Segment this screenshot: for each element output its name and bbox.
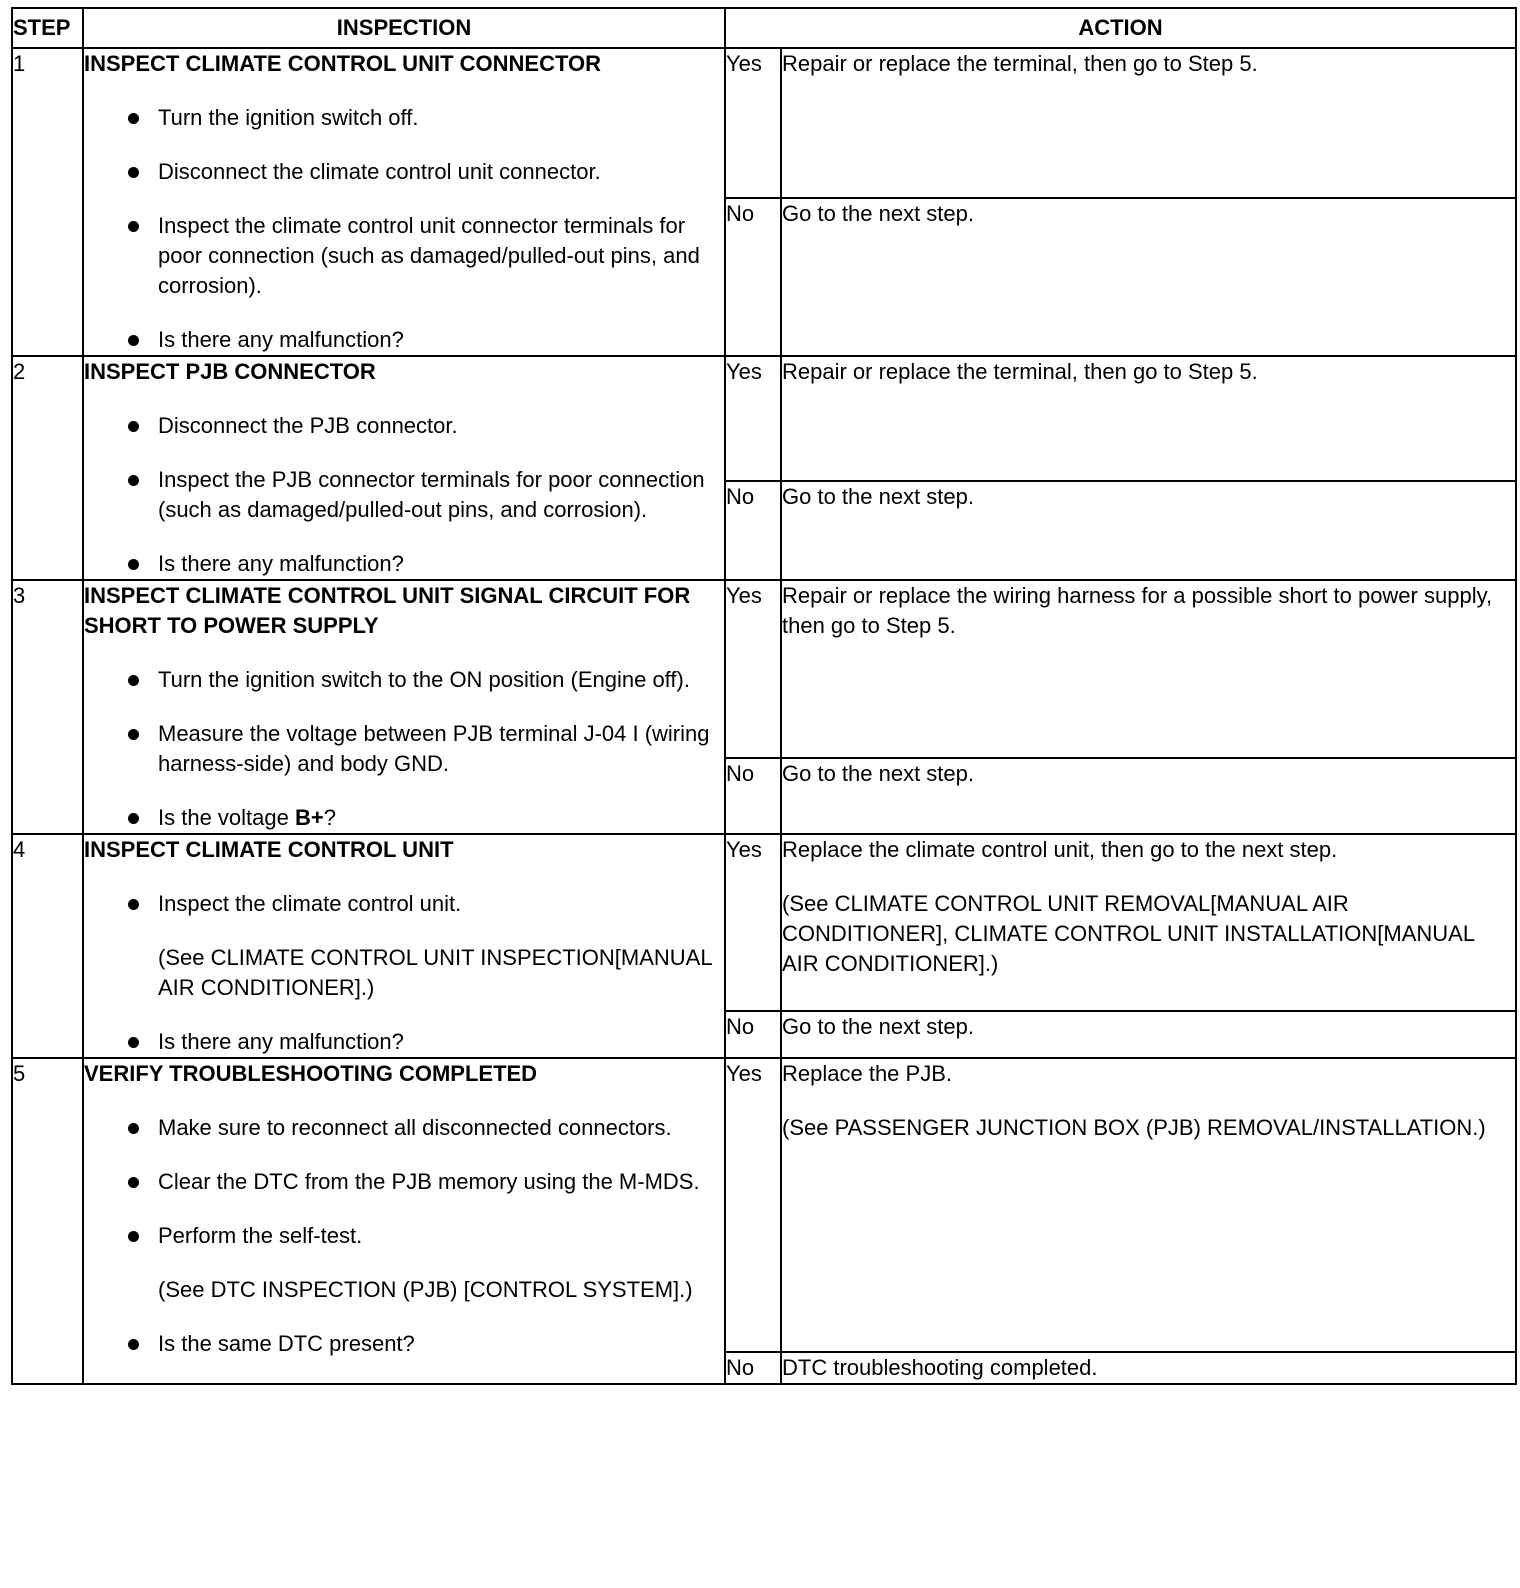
step-2-inspection xyxy=(83,356,725,580)
step-number: 2 xyxy=(12,356,83,580)
no-action: Go to the next step. xyxy=(781,198,1516,356)
no-label: No xyxy=(725,198,781,356)
bullet-dot-icon xyxy=(128,813,139,824)
yes-action: Repair or replace the wiring harness for a possible short to power supply, then go to Step 5. xyxy=(781,580,1516,758)
bullet-dot-icon xyxy=(128,1123,139,1134)
header-action: ACTION xyxy=(725,8,1516,48)
step-title: INSPECT PJB CONNECTOR xyxy=(84,359,376,384)
bullet-text: Is there any malfunction? xyxy=(158,551,404,576)
step-number: 3 xyxy=(12,580,83,834)
bullet-item xyxy=(84,1027,724,1057)
bullet-item xyxy=(84,803,724,833)
header-inspection: INSPECTION xyxy=(83,8,725,48)
bullet-item xyxy=(84,1329,724,1359)
bullet-text: Perform the self-test. xyxy=(158,1223,363,1248)
bullet-dot-icon xyxy=(128,221,139,232)
bullet-text: Is there any malfunction? xyxy=(158,327,404,352)
yes-label: Yes xyxy=(725,356,781,481)
no-action: DTC troubleshooting completed. xyxy=(781,1352,1516,1384)
no-label: No xyxy=(725,481,781,580)
bullet-dot-icon xyxy=(128,167,139,178)
bullet-item xyxy=(84,1167,724,1197)
step-3-inspection xyxy=(83,580,725,834)
step-5-inspection xyxy=(83,1058,725,1384)
bullet-text-suffix: ? xyxy=(323,805,336,830)
bullet-dot-icon xyxy=(128,675,139,686)
yes-action-cell xyxy=(781,1058,1516,1352)
header-row xyxy=(12,8,1516,48)
no-label: No xyxy=(725,1352,781,1384)
no-label: No xyxy=(725,1011,781,1058)
bullet-item xyxy=(84,411,724,441)
yes-action-note: (See CLIMATE CONTROL UNIT REMOVAL[MANUAL AIR CONDITIONER], CLIMATE CONTROL UNIT INSTALLATION[MANUAL AIR CONDITIONER].) xyxy=(782,891,1475,976)
no-action: Go to the next step. xyxy=(781,758,1516,834)
bullet-text: Turn the ignition switch off. xyxy=(158,105,419,130)
bullet-dot-icon xyxy=(128,113,139,124)
troubleshooting-table xyxy=(11,7,1517,1385)
voltage-value: B+ xyxy=(294,805,324,830)
bullet-list xyxy=(84,665,724,833)
bullet-list xyxy=(84,103,724,355)
no-action: Go to the next step. xyxy=(781,481,1516,580)
bullet-dot-icon xyxy=(128,1231,139,1242)
bullet-item xyxy=(84,211,724,301)
bullet-item xyxy=(84,889,724,1003)
bullet-note: (See CLIMATE CONTROL UNIT INSPECTION[MANUAL AIR CONDITIONER].) xyxy=(158,945,712,1000)
step-title: INSPECT CLIMATE CONTROL UNIT CONNECTOR xyxy=(84,51,601,76)
step-number: 1 xyxy=(12,48,83,356)
yes-action: Replace the climate control unit, then go to the next step. xyxy=(782,837,1338,862)
bullet-text: Is the voltage xyxy=(158,805,295,830)
no-action: Go to the next step. xyxy=(781,1011,1516,1058)
yes-label: Yes xyxy=(725,834,781,1011)
bullet-item xyxy=(84,549,724,579)
yes-label: Yes xyxy=(725,48,781,198)
step-4-yes-row xyxy=(12,834,1516,1011)
step-5-yes-row xyxy=(12,1058,1516,1352)
step-number: 5 xyxy=(12,1058,83,1384)
bullet-text: Measure the voltage between PJB terminal J-04 I (wiring harness-side) and body GND. xyxy=(158,721,710,776)
step-1-inspection xyxy=(83,48,725,356)
bullet-text: Clear the DTC from the PJB memory using the M-MDS. xyxy=(158,1169,700,1194)
bullet-text: Is there any malfunction? xyxy=(158,1029,404,1054)
bullet-text: Disconnect the climate control unit connector. xyxy=(158,159,601,184)
bullet-list xyxy=(84,411,724,579)
bullet-text: Inspect the climate control unit connector terminals for poor connection (such as damaged/pulled-out pins, and corrosion). xyxy=(158,213,700,298)
yes-action: Repair or replace the terminal, then go to Step 5. xyxy=(781,48,1516,198)
bullet-dot-icon xyxy=(128,335,139,346)
bullet-dot-icon xyxy=(128,899,139,910)
step-1-yes-row xyxy=(12,48,1516,198)
bullet-dot-icon xyxy=(128,1177,139,1188)
bullet-note: (See DTC INSPECTION (PJB) [CONTROL SYSTEM].) xyxy=(158,1277,693,1302)
yes-action-cell xyxy=(781,834,1516,1011)
no-label: No xyxy=(725,758,781,834)
step-title: INSPECT CLIMATE CONTROL UNIT SIGNAL CIRCUIT FOR SHORT TO POWER SUPPLY xyxy=(84,583,691,638)
step-number: 4 xyxy=(12,834,83,1058)
bullet-text: Turn the ignition switch to the ON position (Engine off). xyxy=(158,667,690,692)
yes-action-note: (See PASSENGER JUNCTION BOX (PJB) REMOVAL/INSTALLATION.) xyxy=(782,1115,1486,1140)
bullet-dot-icon xyxy=(128,1339,139,1350)
bullet-text: Inspect the climate control unit. xyxy=(158,891,462,916)
bullet-dot-icon xyxy=(128,559,139,570)
bullet-text: Disconnect the PJB connector. xyxy=(158,413,458,438)
bullet-item xyxy=(84,1113,724,1143)
step-title: VERIFY TROUBLESHOOTING COMPLETED xyxy=(84,1061,538,1086)
bullet-item xyxy=(84,103,724,133)
yes-action: Repair or replace the terminal, then go to Step 5. xyxy=(781,356,1516,481)
bullet-dot-icon xyxy=(128,421,139,432)
step-title: INSPECT CLIMATE CONTROL UNIT xyxy=(84,837,454,862)
step-4-inspection xyxy=(83,834,725,1058)
bullet-text: Inspect the PJB connector terminals for poor connection (such as damaged/pulled-out pins, and corrosion). xyxy=(158,467,705,522)
bullet-list xyxy=(84,889,724,1057)
header-step: STEP xyxy=(12,8,83,48)
bullet-list xyxy=(84,1113,724,1359)
bullet-item xyxy=(84,1221,724,1305)
step-2-yes-row xyxy=(12,356,1516,481)
step-3-yes-row xyxy=(12,580,1516,758)
yes-label: Yes xyxy=(725,580,781,758)
bullet-item xyxy=(84,665,724,695)
bullet-dot-icon xyxy=(128,475,139,486)
bullet-item xyxy=(84,325,724,355)
bullet-dot-icon xyxy=(128,1037,139,1048)
bullet-item xyxy=(84,157,724,187)
bullet-dot-icon xyxy=(128,729,139,740)
bullet-item xyxy=(84,719,724,779)
bullet-item xyxy=(84,465,724,525)
bullet-text: Is the same DTC present? xyxy=(158,1331,415,1356)
bullet-text: Make sure to reconnect all disconnected connectors. xyxy=(158,1115,672,1140)
yes-action: Replace the PJB. xyxy=(782,1061,952,1086)
yes-label: Yes xyxy=(725,1058,781,1352)
